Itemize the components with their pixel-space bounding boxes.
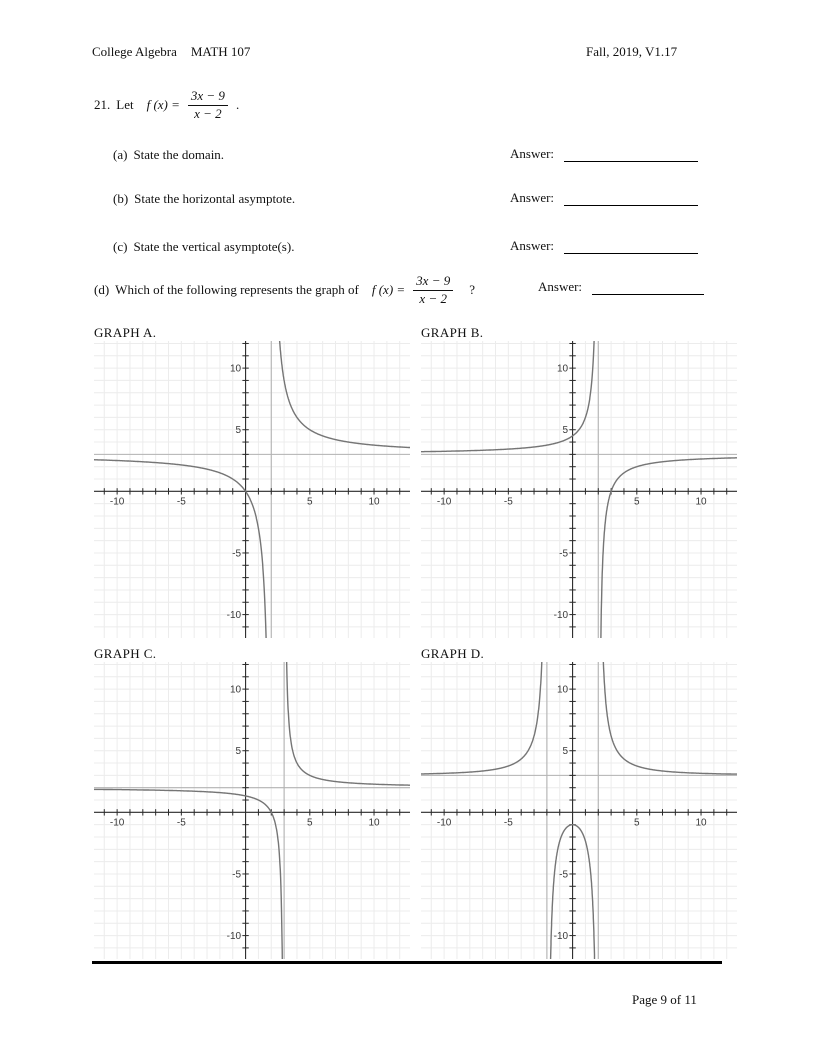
part-d bbox=[94, 266, 475, 314]
answer-a-label: Answer: bbox=[510, 146, 555, 161]
svg-text:10: 10 bbox=[368, 817, 380, 829]
fraction-denominator: x − 2 bbox=[194, 105, 222, 121]
part-d-fraction-denominator: x − 2 bbox=[419, 290, 447, 306]
part-b-text: State the horizontal asymptote. bbox=[134, 191, 296, 206]
fraction-numerator: 3x − 9 bbox=[188, 89, 228, 106]
svg-text:5: 5 bbox=[634, 496, 640, 508]
axis-ticks bbox=[431, 664, 726, 947]
axis-ticks bbox=[104, 343, 399, 626]
svg-text:10: 10 bbox=[229, 684, 242, 696]
svg-text:-10: -10 bbox=[436, 496, 452, 508]
svg-text:5: 5 bbox=[307, 496, 313, 508]
svg-text:5: 5 bbox=[307, 817, 313, 829]
svg-text:-5: -5 bbox=[559, 869, 569, 881]
svg-text:-5: -5 bbox=[232, 869, 242, 881]
svg-text:-10: -10 bbox=[226, 610, 242, 622]
answer-c-blank bbox=[564, 238, 698, 254]
graph-d-label: GRAPH D. bbox=[421, 646, 485, 661]
asymptote-lines bbox=[421, 662, 737, 959]
grid-lines bbox=[94, 662, 410, 959]
svg-text:10: 10 bbox=[368, 496, 380, 508]
answer-d bbox=[538, 279, 704, 295]
svg-text:-10: -10 bbox=[553, 610, 569, 622]
asymptote-lines bbox=[421, 341, 737, 638]
svg-text:5: 5 bbox=[562, 425, 569, 437]
header-course-code: MATH 107 bbox=[190, 44, 251, 59]
part-d-function-notation: f (x) = bbox=[371, 282, 406, 297]
tick-labels bbox=[437, 685, 707, 942]
graph-a-plot bbox=[94, 341, 410, 638]
graph-c-plot bbox=[94, 662, 410, 959]
svg-text:10: 10 bbox=[556, 684, 569, 696]
function-curve bbox=[94, 341, 410, 638]
axes bbox=[421, 662, 737, 959]
function-fraction bbox=[188, 89, 228, 121]
svg-text:-5: -5 bbox=[503, 496, 513, 508]
answer-b bbox=[510, 190, 698, 206]
axis-ticks bbox=[104, 664, 399, 947]
part-c-text: State the vertical asymptote(s). bbox=[133, 239, 295, 254]
part-d-question-mark: ? bbox=[469, 282, 475, 297]
svg-text:10: 10 bbox=[695, 817, 707, 829]
tick-labels bbox=[110, 364, 380, 621]
answer-a-blank bbox=[564, 146, 698, 162]
part-d-fraction-numerator: 3x − 9 bbox=[413, 274, 453, 291]
page-number: Page 9 of 11 bbox=[632, 992, 697, 1007]
header-course-name: College Algebra bbox=[92, 44, 177, 59]
part-c-label: (c) bbox=[113, 239, 128, 254]
graph-d-plot bbox=[421, 662, 737, 959]
svg-text:-5: -5 bbox=[232, 548, 242, 560]
answer-c-label: Answer: bbox=[510, 238, 555, 253]
asymptote-lines bbox=[94, 662, 410, 959]
svg-text:5: 5 bbox=[235, 425, 242, 437]
question-number: 21. bbox=[94, 97, 111, 112]
svg-text:-10: -10 bbox=[109, 496, 125, 508]
part-b-label: (b) bbox=[113, 191, 129, 206]
part-b bbox=[113, 191, 295, 207]
header-course bbox=[92, 44, 250, 60]
tick-labels bbox=[110, 685, 380, 942]
asymptote-lines bbox=[94, 341, 410, 638]
function-curve bbox=[421, 341, 737, 638]
answer-d-blank bbox=[592, 279, 704, 295]
part-d-text: Which of the following represents the graph of bbox=[115, 282, 359, 297]
grid-lines bbox=[421, 662, 737, 959]
part-a bbox=[113, 147, 224, 163]
part-d-label: (d) bbox=[94, 282, 110, 297]
function-notation: f (x) = bbox=[146, 97, 180, 112]
part-a-text: State the domain. bbox=[133, 147, 225, 162]
svg-text:-10: -10 bbox=[109, 817, 125, 829]
part-d-fraction bbox=[413, 274, 453, 306]
graph-c-label: GRAPH C. bbox=[94, 646, 157, 661]
grid-lines bbox=[421, 341, 737, 638]
part-a-label: (a) bbox=[113, 147, 128, 162]
svg-text:-5: -5 bbox=[503, 817, 513, 829]
part-c bbox=[113, 239, 294, 255]
axes bbox=[94, 662, 410, 959]
answer-a bbox=[510, 146, 698, 162]
svg-text:-5: -5 bbox=[176, 817, 186, 829]
graph-a-label: GRAPH A. bbox=[94, 325, 157, 340]
axes bbox=[421, 341, 737, 638]
svg-text:-10: -10 bbox=[226, 931, 242, 943]
svg-text:5: 5 bbox=[562, 746, 569, 758]
answer-b-label: Answer: bbox=[510, 190, 555, 205]
header-term: Fall, 2019, V1.17 bbox=[586, 44, 678, 59]
svg-text:5: 5 bbox=[235, 746, 242, 758]
function-curve bbox=[94, 662, 410, 959]
function-curve bbox=[421, 662, 737, 959]
svg-text:10: 10 bbox=[695, 496, 707, 508]
tick-labels bbox=[437, 364, 707, 621]
svg-text:10: 10 bbox=[229, 363, 242, 375]
footer-rule bbox=[92, 961, 722, 964]
graph-b-label: GRAPH B. bbox=[421, 325, 484, 340]
axis-ticks bbox=[431, 343, 726, 626]
axes bbox=[94, 341, 410, 638]
svg-text:10: 10 bbox=[556, 363, 569, 375]
answer-d-label: Answer: bbox=[538, 279, 583, 294]
question-21 bbox=[94, 82, 239, 128]
svg-text:-10: -10 bbox=[553, 931, 569, 943]
answer-b-blank bbox=[564, 190, 698, 206]
svg-text:-5: -5 bbox=[559, 548, 569, 560]
graph-b-plot bbox=[421, 341, 737, 638]
svg-text:5: 5 bbox=[634, 817, 640, 829]
question-period: . bbox=[235, 97, 240, 112]
question-lead: Let bbox=[116, 97, 134, 112]
answer-c bbox=[510, 238, 698, 254]
grid-lines bbox=[94, 341, 410, 638]
svg-text:-5: -5 bbox=[176, 496, 186, 508]
svg-text:-10: -10 bbox=[436, 817, 452, 829]
